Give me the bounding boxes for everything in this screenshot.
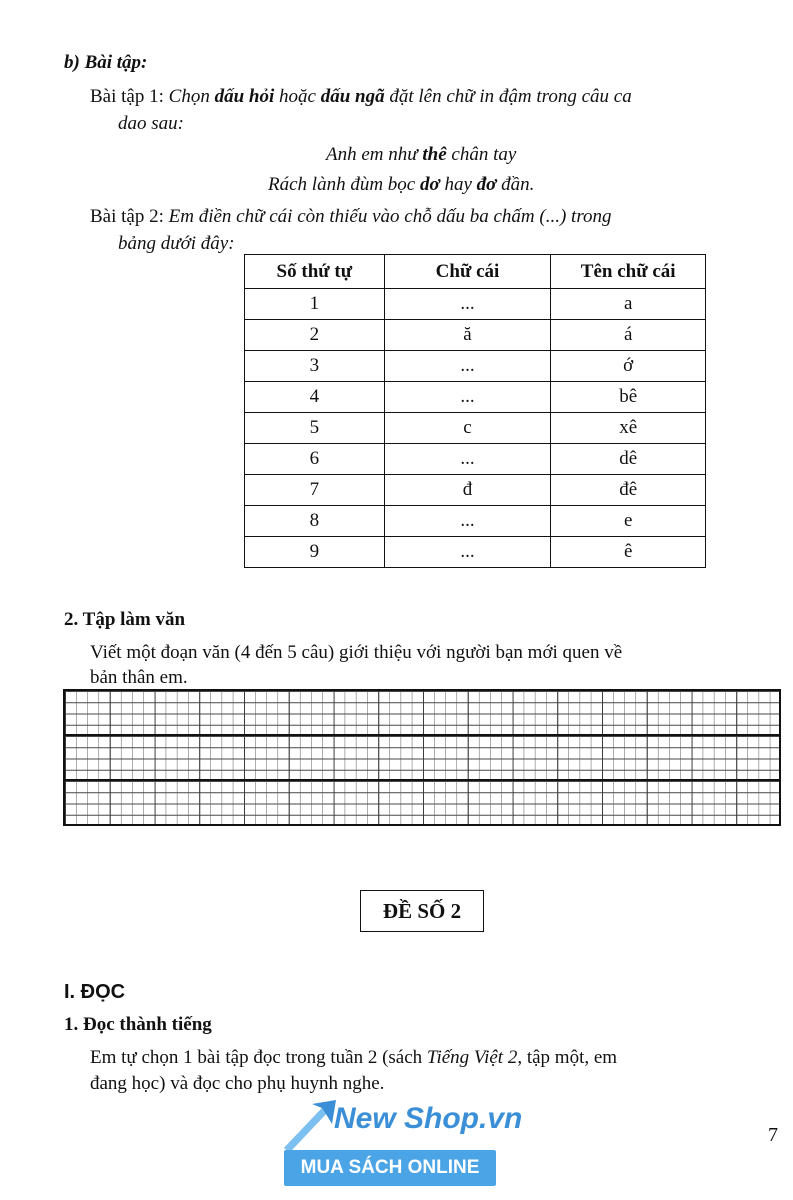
table-row: 7 đ đê	[245, 475, 706, 506]
section-2-line-1: Viết một đoạn văn (4 đến 5 câu) giới thiệu với người bạn mới quen về	[90, 642, 623, 663]
newshop-logo[interactable]	[282, 1098, 523, 1192]
grid-line-divider	[65, 734, 779, 736]
table-row: 6 ... dê	[245, 444, 706, 475]
header-so-thu-tu: Số thứ tự	[245, 255, 385, 289]
grid-line-divider	[65, 779, 779, 781]
writing-grid[interactable]	[63, 689, 781, 826]
reading-line-1: Em tự chọn 1 bài tập đọc trong tuần 2 (sách Tiếng Việt 2, tập một, em	[90, 1047, 618, 1068]
exercise-1-label: Bài tập 1:	[90, 86, 169, 107]
table-row: 5 c xê	[245, 413, 706, 444]
logo-tagline: MUA SÁCH ONLINE	[284, 1150, 496, 1186]
exercise-1-line-1: Bài tập 1: Chọn dấu hỏi hoặc dấu ngã đặt lên chữ in đậm trong câu ca	[90, 86, 632, 107]
exercise-2-line-2: bảng dưới đây:	[118, 233, 235, 254]
table-row: 1 ... a	[245, 289, 706, 320]
header-chu-cai: Chữ cái	[384, 255, 551, 289]
section-b-heading: b) Bài tập:	[64, 52, 148, 73]
table-row: 3 ... ớ	[245, 351, 706, 382]
exercise-2-line-1: Bài tập 2: Em điền chữ cái còn thiếu vào chỗ dấu ba chấm (...) trong	[90, 206, 612, 227]
exercise-1-line-2: dao sau:	[118, 113, 184, 134]
table-header-row	[245, 255, 706, 289]
arrow-icon	[282, 1098, 342, 1152]
logo-brand-name: New Shop.vn	[334, 1102, 523, 1135]
section-2-line-2: bản thân em.	[90, 667, 188, 688]
bold-dau-nga: dấu ngã	[320, 86, 385, 107]
verse-line-1: Anh em như thê chân tay	[326, 144, 517, 165]
page-number: 7	[768, 1124, 778, 1146]
reading-aloud-heading: 1. Đọc thành tiếng	[64, 1014, 212, 1035]
table-row: 8 ... e	[245, 506, 706, 537]
grid-minor-lines	[65, 691, 779, 824]
exam-number-box: ĐỀ SỐ 2	[360, 890, 484, 932]
section-reading-heading: I. ĐỌC	[64, 981, 126, 1003]
letters-table	[244, 254, 706, 568]
bold-dau-hoi: dấu hỏi	[214, 86, 275, 107]
table-row: 4 ... bê	[245, 382, 706, 413]
table-row: 2 ă á	[245, 320, 706, 351]
verse-line-2: Rách lành đùm bọc dơ hay đơ đần.	[268, 174, 535, 195]
header-ten-chu-cai: Tên chữ cái	[551, 255, 706, 289]
reading-line-2: đang học) và đọc cho phụ huynh nghe.	[90, 1073, 385, 1094]
table-row: 9 ... ê	[245, 537, 706, 568]
exercise-2-label: Bài tập 2:	[90, 206, 169, 227]
section-2-heading: 2. Tập làm văn	[64, 609, 186, 630]
